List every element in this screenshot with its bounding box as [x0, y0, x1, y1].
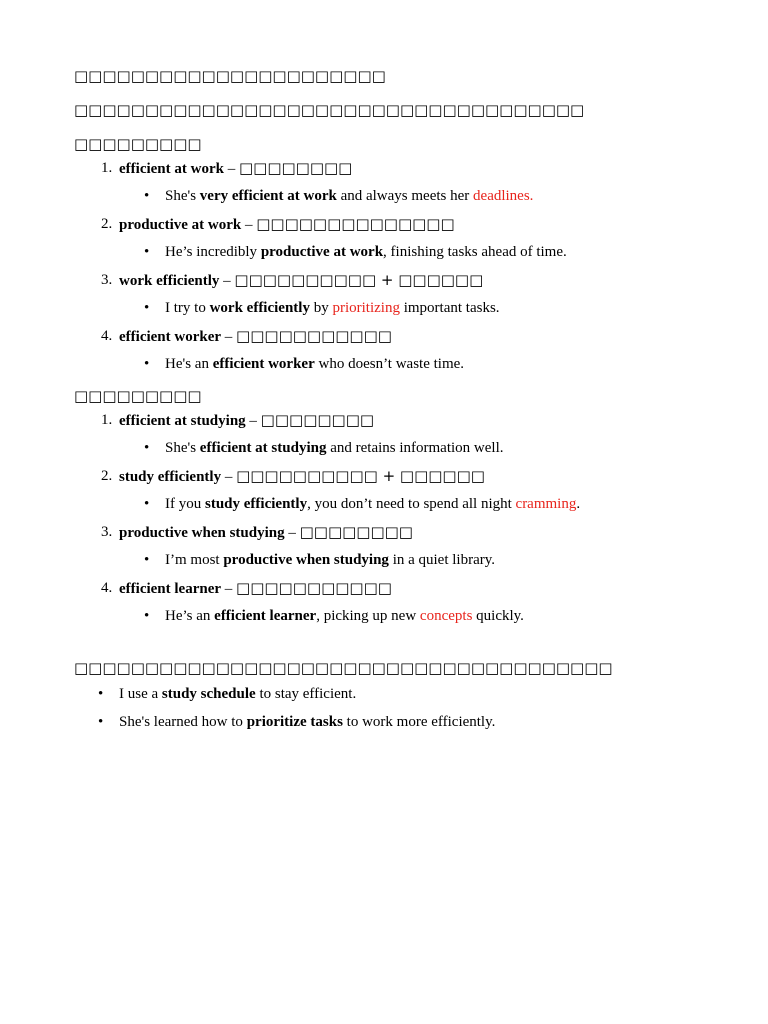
term-line	[101, 466, 694, 486]
example-bold: productive when studying	[223, 552, 389, 568]
term: efficient at work	[119, 161, 224, 177]
example-text: She's	[165, 188, 200, 204]
example-bold: efficient worker	[212, 356, 315, 372]
tip-text: to stay efficient.	[255, 686, 357, 702]
term-item	[74, 466, 694, 514]
dash: –	[221, 581, 237, 597]
example-highlight: deadlines.	[473, 188, 534, 204]
dash: –	[221, 469, 237, 485]
example-text: in a quiet library.	[388, 552, 496, 568]
example-text: by	[309, 300, 333, 316]
tip-text: I use a	[119, 686, 162, 702]
dash: –	[219, 273, 235, 289]
term-line	[101, 326, 694, 346]
example-sentence	[119, 550, 694, 570]
example-text: , you don’t need to spend all night	[307, 496, 516, 512]
list-number: 1.	[101, 412, 113, 428]
tip-bold: study schedule	[161, 686, 256, 702]
bullet-icon: •	[144, 356, 150, 372]
example-bold: efficient at studying	[199, 440, 327, 456]
example-text: and retains information well.	[326, 440, 504, 456]
example-text: .	[576, 496, 581, 512]
dash: –	[221, 329, 237, 345]
example-highlight: cramming	[515, 496, 577, 512]
term-meaning: □□□□□□□□	[238, 159, 353, 177]
term-line	[101, 522, 694, 542]
term-meaning: □□□□□□□□□□ + □□□□□□	[236, 467, 485, 485]
list-number: 4.	[101, 328, 113, 344]
example-bold: study efficiently	[205, 496, 308, 512]
list-number: 3.	[101, 524, 113, 540]
bullet-icon: •	[144, 608, 150, 624]
bullet-icon: •	[144, 300, 150, 316]
example-bold: efficient learner	[214, 608, 317, 624]
term: productive when studying	[119, 525, 285, 541]
term-item	[74, 214, 694, 262]
tip-bold: prioritize tasks	[246, 714, 343, 730]
example-highlight: concepts	[419, 608, 473, 624]
bullet-icon: •	[98, 686, 104, 702]
tip-item	[74, 684, 694, 704]
list-number: 3.	[101, 272, 113, 288]
document-page	[74, 66, 694, 740]
example-text: , finishing tasks ahead of time.	[383, 244, 567, 260]
dash: –	[284, 525, 300, 541]
example-text: I try to	[165, 300, 210, 316]
example-text: and always meets her	[336, 188, 474, 204]
term: productive at work	[119, 217, 242, 233]
example-text: If you	[165, 496, 205, 512]
term-line	[101, 214, 694, 234]
example-text: She's	[165, 440, 200, 456]
example-bold: very efficient at work	[199, 188, 337, 204]
term-line	[101, 578, 694, 598]
example-text: I’m most	[165, 552, 224, 568]
bullet-icon: •	[144, 244, 150, 260]
example-sentence	[119, 606, 694, 626]
bullet-icon: •	[98, 714, 104, 730]
example-text: He's an	[165, 356, 213, 372]
section-heading-study: □□□□□□□□□	[74, 387, 202, 405]
example-bold: productive at work	[260, 244, 384, 260]
example-text: He’s incredibly	[165, 244, 261, 260]
example-sentence	[119, 354, 694, 374]
example-highlight: prioritizing	[332, 300, 400, 316]
term-item	[74, 158, 694, 206]
term-line	[101, 158, 694, 178]
study-term-list	[74, 410, 694, 626]
example-text: , picking up new	[316, 608, 420, 624]
example-text: He’s an	[165, 608, 215, 624]
dash: –	[245, 413, 261, 429]
term-meaning: □□□□□□□□	[260, 411, 375, 429]
term: efficient worker	[119, 329, 222, 345]
list-number: 2.	[101, 468, 113, 484]
dash: –	[223, 161, 239, 177]
term-item	[74, 410, 694, 458]
term-meaning: □□□□□□□□	[299, 523, 413, 541]
example-bold: work efficiently	[209, 300, 310, 316]
term-meaning: □□□□□□□□□□□	[236, 327, 392, 345]
term: efficient learner	[119, 581, 222, 597]
term-meaning: □□□□□□□□□□□	[236, 579, 392, 597]
example-sentence	[119, 242, 694, 262]
document-subtitle: □□□□□□□□□□□□□□□□□□□□□□□□□□□□□□□□□□□□	[74, 101, 585, 119]
example-text: quickly.	[472, 608, 524, 624]
bullet-icon: •	[144, 496, 150, 512]
example-text: who doesn’t waste time.	[314, 356, 465, 372]
term-line	[101, 270, 694, 290]
term-item	[74, 270, 694, 318]
bullet-icon: •	[144, 440, 150, 456]
example-sentence	[119, 494, 694, 514]
term-line	[101, 410, 694, 430]
tip-item	[74, 712, 694, 732]
section-heading-tips: □□□□□□□□□□□□□□□□□□□□□□□□□□□□□□□□□□□□□□	[74, 659, 613, 677]
term: study efficiently	[119, 469, 222, 485]
list-number: 4.	[101, 580, 113, 596]
term: efficient at studying	[119, 413, 246, 429]
document-title: □□□□□□□□□□□□□□□□□□□□□□	[74, 67, 386, 85]
example-text: important tasks.	[399, 300, 500, 316]
example-sentence	[119, 438, 694, 458]
term-item	[74, 578, 694, 626]
term-meaning: □□□□□□□□□□□□□□	[256, 215, 455, 233]
dash: –	[241, 217, 257, 233]
list-number: 2.	[101, 216, 113, 232]
example-sentence	[119, 298, 694, 318]
example-sentence	[119, 186, 694, 206]
term-item	[74, 326, 694, 374]
term-meaning: □□□□□□□□□□ + □□□□□□	[234, 271, 484, 289]
bullet-icon: •	[144, 552, 150, 568]
tip-text: She's learned how to	[119, 714, 247, 730]
term: work efficiently	[119, 273, 220, 289]
term-item	[74, 522, 694, 570]
work-term-list	[74, 158, 694, 374]
section-heading-work: □□□□□□□□□	[74, 135, 202, 153]
tip-text: to work more efficiently.	[342, 714, 496, 730]
bullet-icon: •	[144, 188, 150, 204]
list-number: 1.	[101, 160, 113, 176]
